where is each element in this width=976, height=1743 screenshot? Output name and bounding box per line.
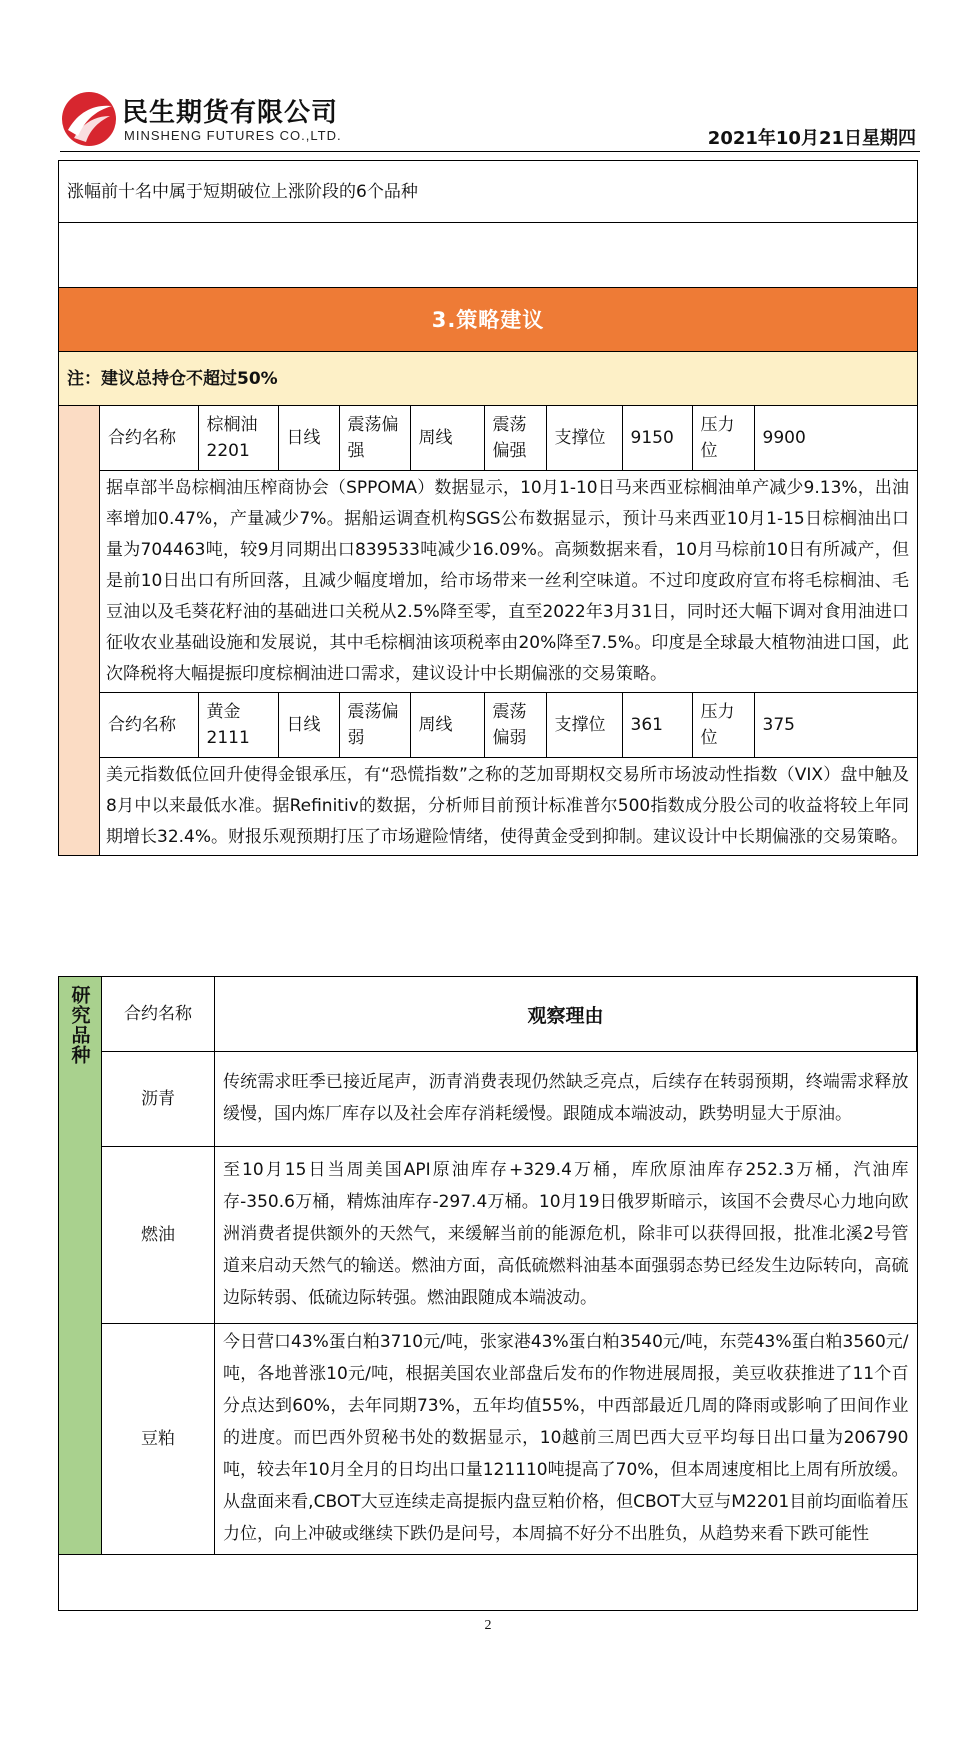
daily-trend: 震荡偏强 xyxy=(339,406,410,471)
strategy-title: 3.策略建议 xyxy=(59,288,917,352)
support-value: 361 xyxy=(622,693,692,758)
research-side-label xyxy=(59,977,102,1555)
position-note: 注：建议总持仓不超过50% xyxy=(59,352,917,406)
contract-name-header: 合约名称 xyxy=(102,977,215,1052)
reason-header: 观察理由 xyxy=(215,977,917,1052)
variety-name: 豆粕 xyxy=(102,1324,215,1555)
company-name-en: MINSHENG FUTURES CO.,LTD. xyxy=(124,128,342,143)
research-row xyxy=(59,1324,917,1555)
support-label: 支撑位 xyxy=(546,693,622,758)
contract-code: 棕榈油2201 xyxy=(198,406,278,471)
research-block xyxy=(58,976,918,1611)
resistance-value: 375 xyxy=(754,693,917,758)
recommendation-area xyxy=(59,406,917,855)
recommendation-analysis-row xyxy=(100,758,917,856)
support-label: 支撑位 xyxy=(546,406,622,471)
company-name-cn: 民生期货有限公司 xyxy=(122,98,339,128)
weekly-trend: 震荡偏弱 xyxy=(484,693,546,758)
resistance-value: 9900 xyxy=(754,406,917,471)
analysis-text: 美元指数低位回升使得金银承压，有“恐慌指数”之称的芝加哥期权交易所市场波动性指数（VIX）盘中触及8月中以来最低水准。据Refinitiv的数据，分析师目前预计标准普尔500指数成分股公司的收益将较上年同期增长32.4%。财报乐观预期打压了市场避险情绪，使得黄金受到抑制。建议设计中长期偏涨的交易策略。 xyxy=(100,758,917,856)
page-number: 2 xyxy=(484,1618,492,1633)
weekly-label: 周线 xyxy=(410,406,484,471)
strategy-block xyxy=(58,160,918,856)
report-date: 2021年10月21日星期四 xyxy=(707,128,916,149)
variety-reason: 传统需求旺季已接近尾声，沥青消费表现仍然缺乏亮点，后续存在转弱预期，终端需求释放缓慢，国内炼厂库存以及社会库存消耗缓慢。跟随成本端波动，跌势明显大于原油。 xyxy=(215,1052,917,1147)
recommendation-header-row xyxy=(100,693,917,758)
daily-label: 日线 xyxy=(278,406,339,471)
intro-text: 涨幅前十名中属于短期破位上涨阶段的6个品种 xyxy=(59,161,917,223)
research-side-text: 研究品种 xyxy=(68,985,91,1065)
daily-label: 日线 xyxy=(278,693,339,758)
research-header-row xyxy=(59,977,917,1052)
support-value: 9150 xyxy=(622,406,692,471)
resistance-label: 压力位 xyxy=(692,693,754,758)
variety-reason: 今日营口43%蛋白粕3710元/吨，张家港43%蛋白粕3540元/吨，东莞43%蛋白粕3560元/吨，各地普涨10元/吨，根据美国农业部盘后发布的作物进展周报，美豆收获推进了11个百分点达到60%，去年同期73%，五年均值55%，中西部最近几周的降雨或影响了田间作业的进度。而巴西外贸秘书处的数据显示，10越前三周巴西大豆平均每日出口量为206790吨，较去年10月全月的日均出口量121110吨提高了70%，但本周速度相比上周有所放缓。从盘面来看,CBOT大豆连续走高提振内盘豆粕价格，但CBOT大豆与M2201目前均面临着压力位，向上冲破或继续下跌仍是问号，本周搞不好分不出胜负，从趋势来看下跌可能性 xyxy=(215,1324,917,1555)
research-table xyxy=(59,977,917,1555)
variety-name: 沥青 xyxy=(102,1052,215,1147)
variety-reason: 至10月15日当周美国API原油库存+329.4万桶，库欣原油库存252.3万桶，汽油库存-350.6万桶，精炼油库存-297.4万桶。10月19日俄罗斯暗示，该国不会费尽心力地向欧洲消费者提供额外的天然气，来缓解当前的能源危机，除非可以获得回报，批准北溪2号管道来启动天然气的输送。燃油方面，高低硫燃料油基本面强弱态势已经发生边际转向，高硫边际转弱、低硫边际转强。燃油跟随成本端波动。 xyxy=(215,1147,917,1324)
company-logo xyxy=(60,88,350,152)
variety-name: 燃油 xyxy=(102,1147,215,1324)
recommendation-header-row xyxy=(100,406,917,471)
analysis-text: 据卓部半岛棕榈油压榨商协会（SPPOMA）数据显示，10月1-10日马来西亚棕榈油单产减少9.13%，出油率增加0.47%，产量减少7%。据船运调查机构SGS公布数据显示，预计马来西亚10月1-15日棕榈油出口量为704463吨，较9月同期出口839533吨减少16.09%。高频数据来看，10月马棕前10日有所减产，但是前10日出口有所回落，且减少幅度增加，给市场带来一丝利空味道。不过印度政府宣布将毛棕榈油、毛豆油以及毛葵花籽油的基础进口关税从2.5%降至零，直至2022年3月31日，同时还大幅下调对食用油进口征收农业基础设施和发展说，其中毛棕榈油该项税率由20%降至7.5%。印度是全球最大植物油进口国，此次降税将大幅提振印度棕榈油进口需求，建议设计中长期偏涨的交易策略。 xyxy=(100,471,917,693)
resistance-label: 压力位 xyxy=(692,406,754,471)
weekly-label: 周线 xyxy=(410,693,484,758)
daily-trend: 震荡偏弱 xyxy=(339,693,410,758)
recommendation-side-column xyxy=(59,406,100,855)
minsheng-logo-icon xyxy=(60,90,118,148)
research-row xyxy=(59,1147,917,1324)
contract-code: 黄金2111 xyxy=(198,693,278,758)
recommendation-analysis-row xyxy=(100,471,917,693)
recommendation-table xyxy=(100,406,917,855)
research-row xyxy=(59,1052,917,1147)
empty-row xyxy=(59,223,917,288)
contract-label: 合约名称 xyxy=(100,693,198,758)
page-header xyxy=(60,88,920,152)
header-divider xyxy=(60,151,920,152)
weekly-trend: 震荡偏强 xyxy=(484,406,546,471)
contract-label: 合约名称 xyxy=(100,406,198,471)
